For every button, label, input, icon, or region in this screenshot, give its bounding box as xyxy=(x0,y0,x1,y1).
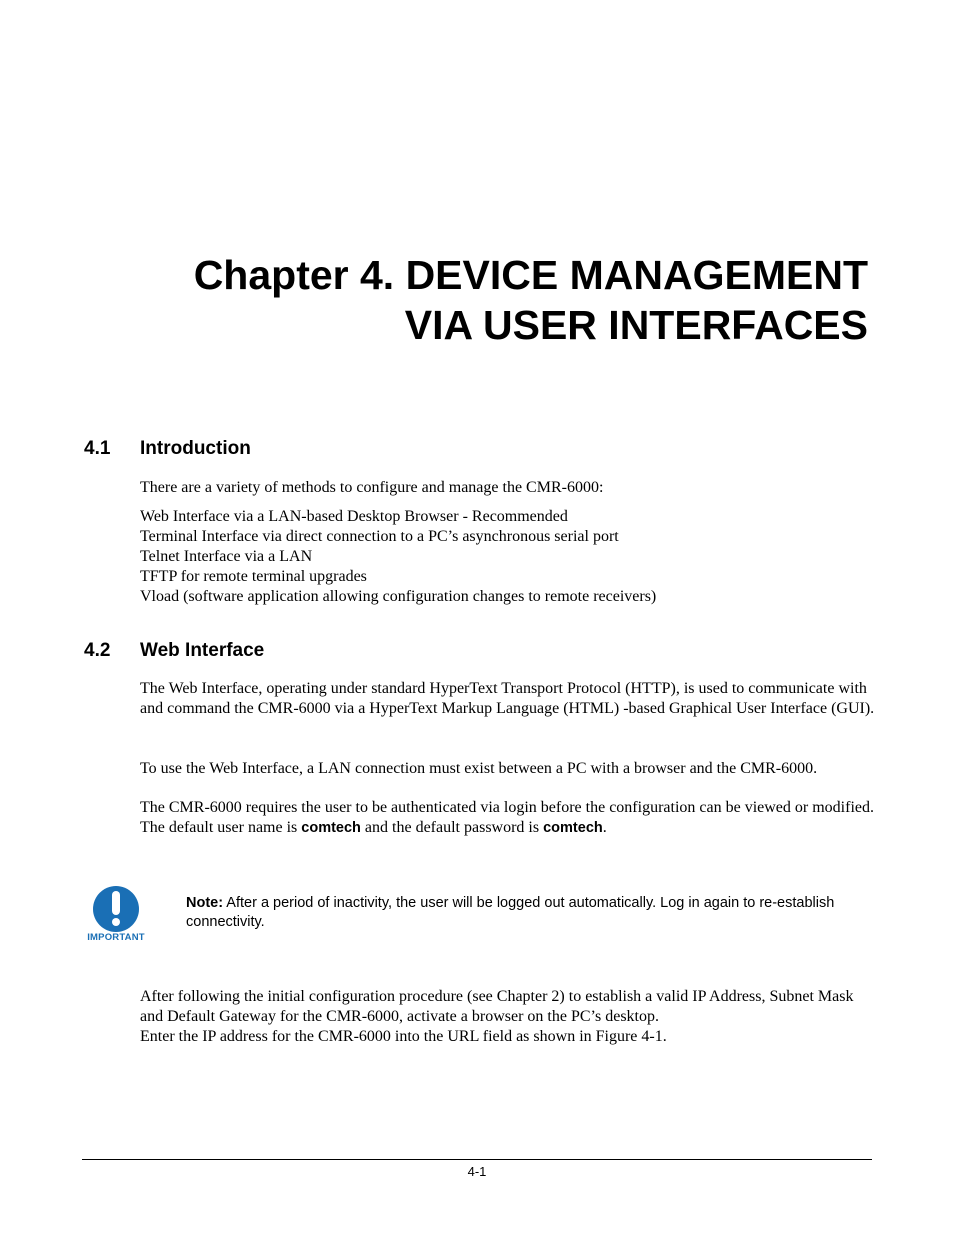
default-username: comtech xyxy=(301,820,361,836)
authentication-text: . xyxy=(602,819,607,836)
page-number: 4-1 xyxy=(467,1164,487,1179)
browser-setup-text: After following the initial configuration procedure (see Chapter 2) to establish a valid IP Address, Subnet Mask and Default Gateway for the CMR-6000, activate a browser on the PC’s desktop. xyxy=(140,988,854,1025)
list-item: Terminal Interface via direct connection to a PC’s asynchronous serial port xyxy=(140,528,619,545)
important-icon xyxy=(84,886,150,946)
lan-requirement-paragraph: To use the Web Interface, a LAN connection must exist between a PC with a browser and the CMR-6000. xyxy=(140,760,818,777)
list-item: TFTP for remote terminal upgrades xyxy=(140,568,367,585)
footer-rule xyxy=(82,1159,872,1160)
exclamation-dot xyxy=(112,918,120,926)
authentication-text: The CMR-6000 requires the user to be authenticated via login before the configuration can be viewed or modified. The default user name is xyxy=(140,799,874,836)
exclamation-bar xyxy=(112,891,120,915)
section-number: 4.1 xyxy=(84,438,111,459)
section-title: Introduction xyxy=(140,438,251,459)
section-heading-introduction xyxy=(84,438,251,460)
methods-list xyxy=(140,507,875,607)
section-title: Web Interface xyxy=(140,640,265,661)
chapter-title xyxy=(88,250,868,350)
section-number: 4.2 xyxy=(84,640,111,661)
authentication-paragraph xyxy=(140,798,875,838)
default-password: comtech xyxy=(543,820,603,836)
important-circle xyxy=(93,886,139,932)
note-label: Note: xyxy=(186,895,224,911)
chapter-title-line-1: Chapter 4. DEVICE MANAGEMENT xyxy=(193,252,868,298)
list-item: Telnet Interface via a LAN xyxy=(140,548,313,565)
browser-setup-paragraph xyxy=(140,987,875,1047)
intro-paragraph: There are a variety of methods to configure and manage the CMR-6000: xyxy=(140,479,604,496)
section-heading-web-interface xyxy=(84,640,264,662)
web-interface-paragraph: The Web Interface, operating under standard HyperText Transport Protocol (HTTP), is used to communicate with and command the CMR-6000 via a HyperText Markup Language (HTML) -based Graphical User Interface (GUI). xyxy=(140,680,875,717)
authentication-text: and the default password is xyxy=(360,819,544,836)
note-text xyxy=(186,894,846,932)
important-label: IMPORTANT xyxy=(87,932,145,943)
note-body: After a period of inactivity, the user will be logged out automatically. Log in again to re-establish connectivity. xyxy=(186,895,835,930)
chapter-title-line-2: VIA USER INTERFACES xyxy=(404,302,868,348)
list-item: Vload (software application allowing configuration changes to remote receivers) xyxy=(140,588,657,605)
list-item: Web Interface via a LAN-based Desktop Browser - Recommended xyxy=(140,508,568,525)
browser-setup-text: Enter the IP address for the CMR-6000 into the URL field as shown in Figure 4-1. xyxy=(140,1028,667,1045)
